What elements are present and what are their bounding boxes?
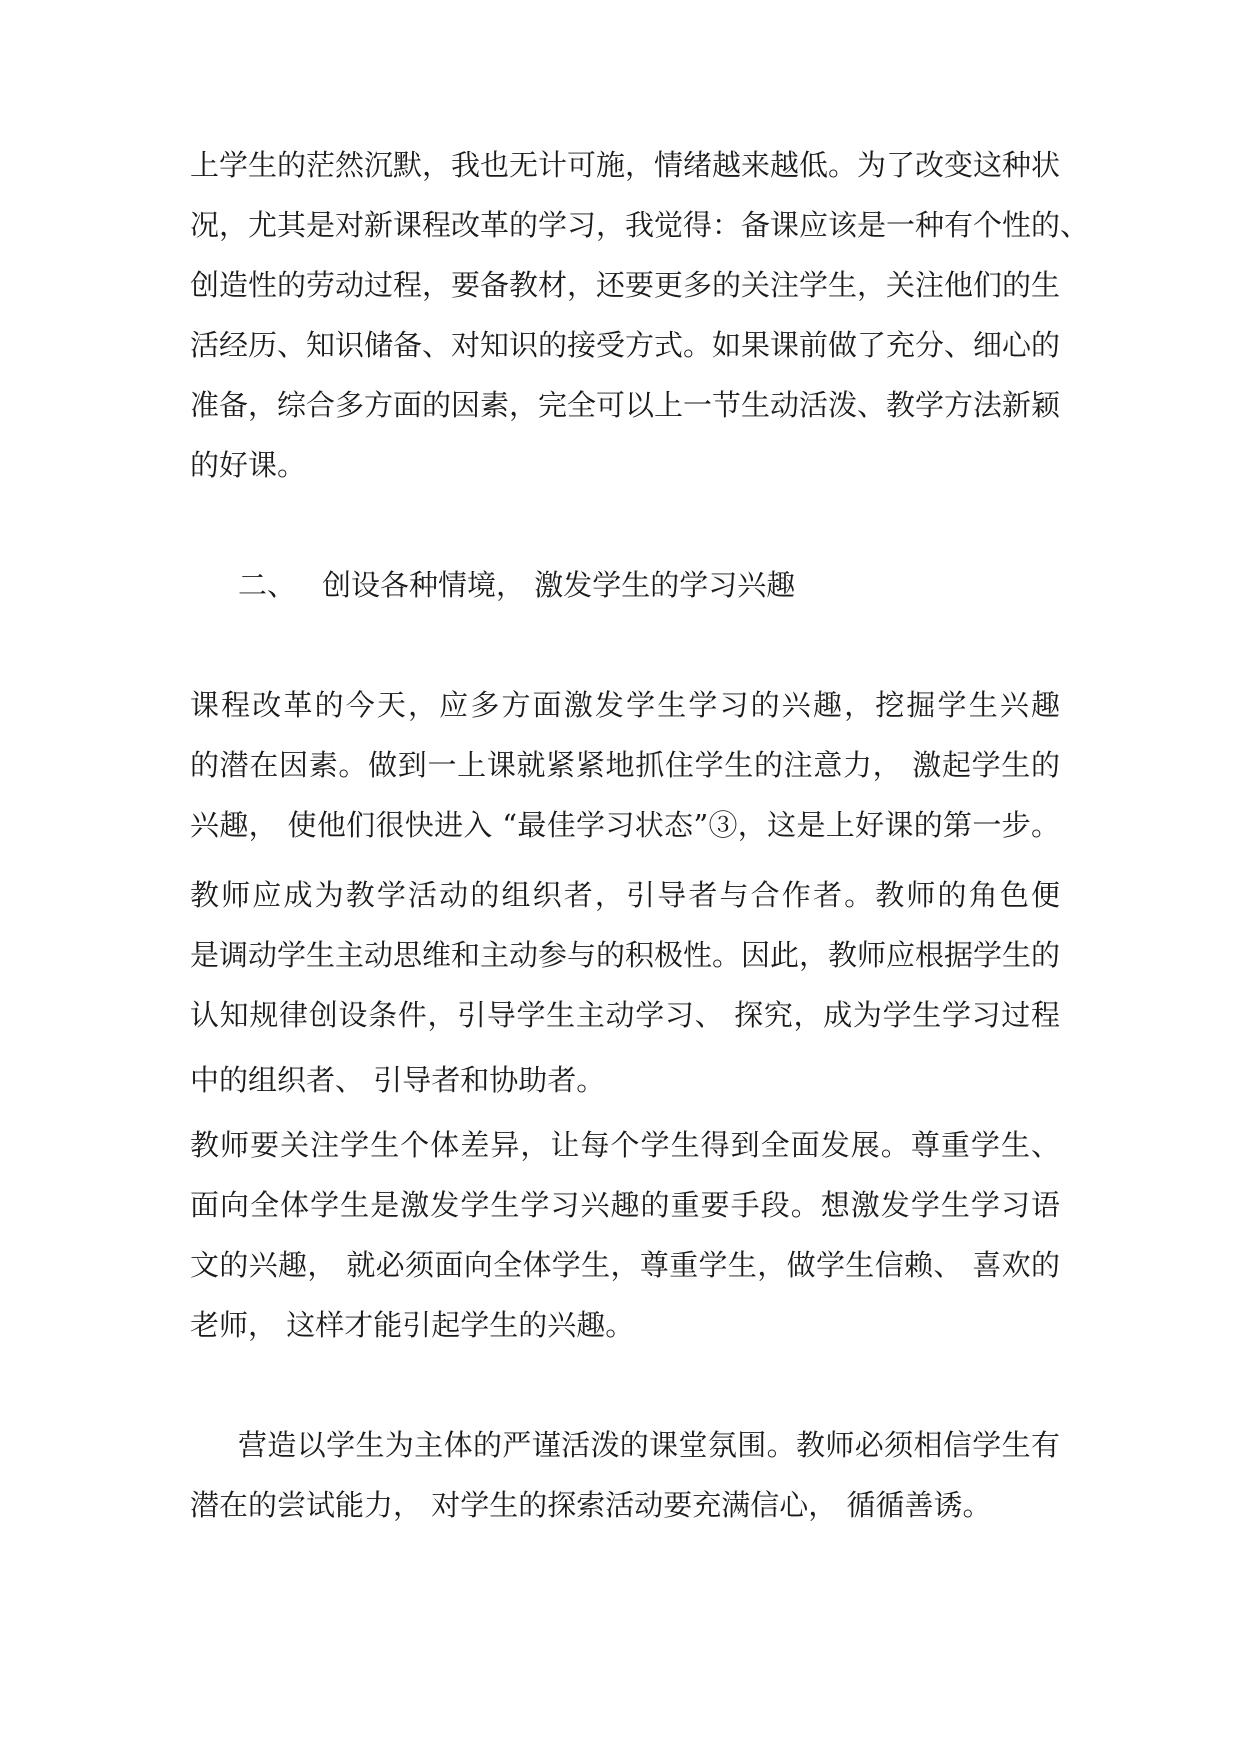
paragraph-1-line-2: 况，尤其是对新课程改革的学习，我觉得：备课应该是一种有个性的、 <box>190 208 1090 242</box>
paragraph-5-line-2: 潜在的尝试能力， 对学生的探索活动要充满信心， 循循善诱。 <box>190 1488 992 1522</box>
paragraph-3-line-4: 中的组织者、 引导者和协助者。 <box>190 1063 606 1097</box>
paragraph-3-line-3: 认知规律创设条件，引导学生主动学习、 探究，成为学生学习过程 <box>190 998 1060 1032</box>
paragraph-4-line-4: 老师， 这样才能引起学生的兴趣。 <box>190 1308 635 1342</box>
paragraph-4-line-2: 面向全体学生是激发学生学习兴趣的重要手段。想激发学生学习语 <box>190 1188 1060 1222</box>
paragraph-3-line-2: 是调动学生主动思维和主动参与的积极性。因此，教师应根据学生的 <box>190 938 1061 972</box>
paragraph-2-line-3: 兴趣， 使他们很快进入 “最佳学习状态”③，这是上好课的第一步。 <box>190 808 1060 842</box>
paragraph-1-line-3: 创造性的劳动过程，要备教材，还要更多的关注学生，关注他们的生 <box>190 268 1061 302</box>
paragraph-1-line-6: 的好课。 <box>190 448 307 482</box>
paragraph-4-line-1: 教师要关注学生个体差异，让每个学生得到全面发展。尊重学生、 <box>190 1128 1060 1162</box>
paragraph-1-line-5: 准备，综合多方面的因素，完全可以上一节生动活泼、教学方法新颖 <box>190 388 1061 422</box>
paragraph-2-line-1: 课程改革的今天，应多方面激发学生学习的兴趣，挖掘学生兴趣 <box>190 688 1060 722</box>
section-heading-text: 创设各种情境， 激发学生的学习兴趣 <box>322 568 796 602</box>
section-heading-number: 二、 <box>238 568 297 602</box>
paragraph-3-line-1: 教师应成为教学活动的组织者，引导者与合作者。教师的角色便 <box>190 878 1060 912</box>
section-heading <box>238 565 795 605</box>
paragraph-5-line-1: 营造以学生为主体的严谨活泼的课堂氛围。教师必须相信学生有 <box>238 1428 1060 1462</box>
paragraph-2-line-2: 的潜在因素。做到一上课就紧紧地抓住学生的注意力， 激起学生的 <box>190 748 1060 782</box>
paragraph-1-line-1: 上学生的茫然沉默，我也无计可施，情绪越来越低。为了改变这种状 <box>190 148 1061 182</box>
paragraph-4-line-3: 文的兴趣， 就必须面向全体学生，尊重学生，做学生信赖、 喜欢的 <box>190 1248 1060 1282</box>
paragraph-1-line-4: 活经历、知识储备、对知识的接受方式。如果课前做了充分、细心的 <box>190 328 1061 362</box>
